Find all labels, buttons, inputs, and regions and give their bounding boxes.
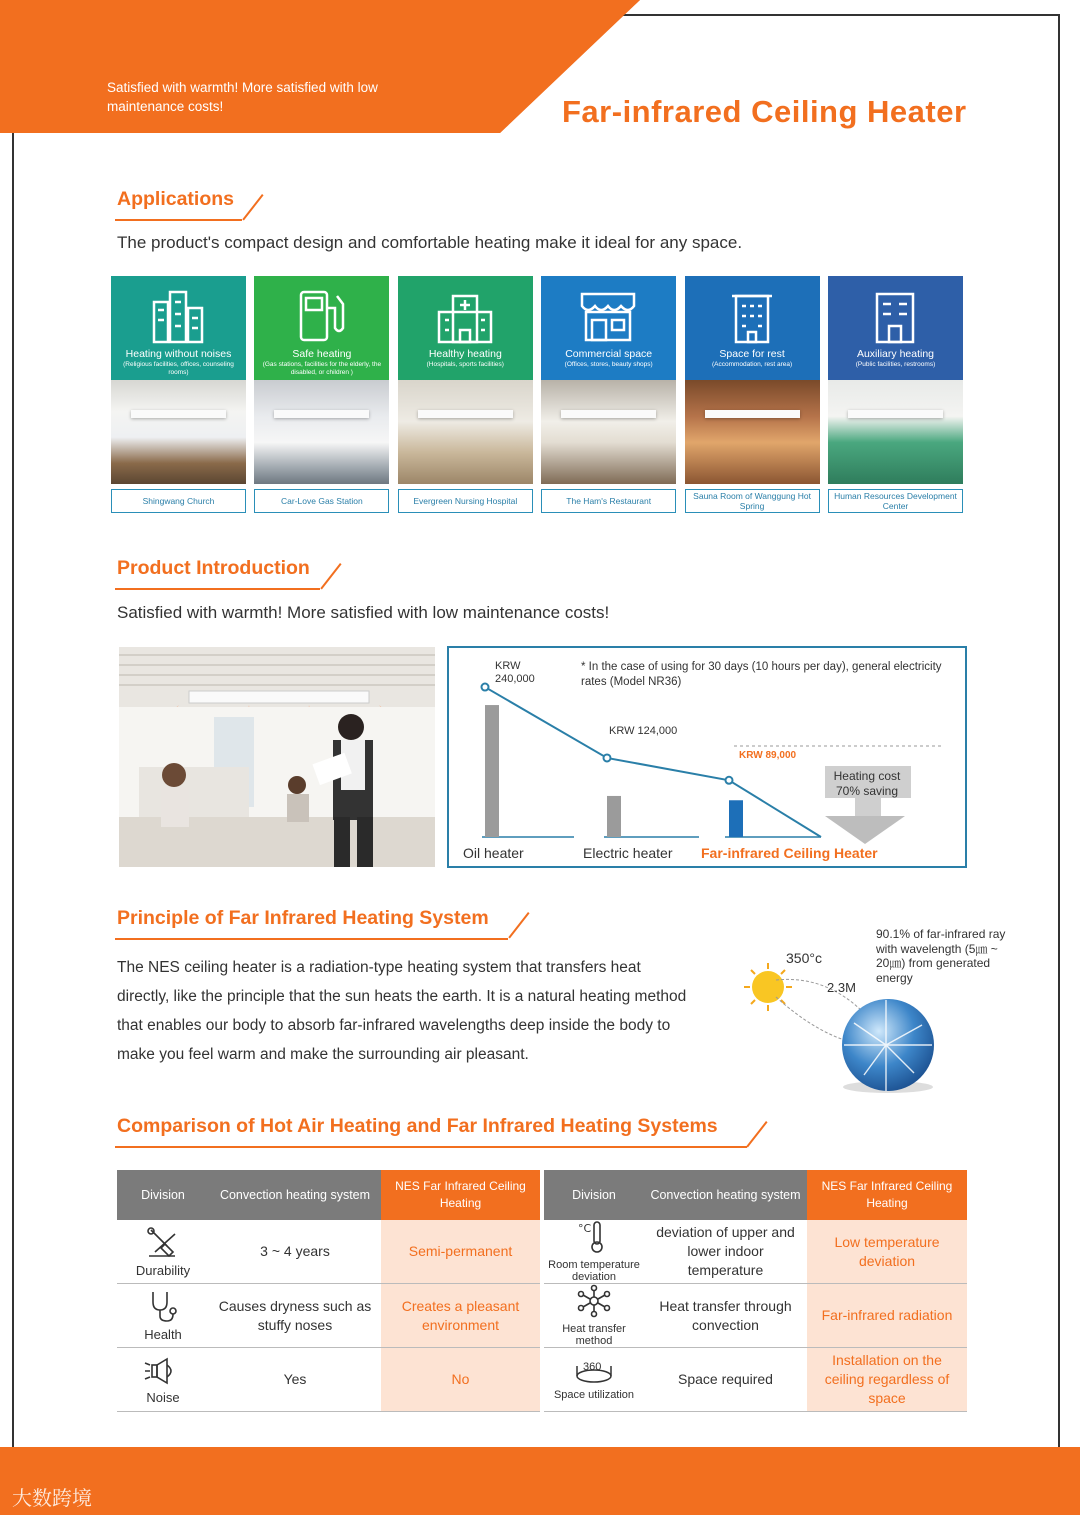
ray-note: 90.1% of far-infrared ray with wavelength (5㎛ ~ 20㎛) from generated energy [876,927,1006,985]
header-convection: Convection heating system [209,1170,381,1220]
applications-underline [115,219,242,221]
nes-cell: Installation on the ceiling regardless of space [807,1348,967,1412]
card-sublabel: (Accommodation, rest area) [711,361,793,368]
card-header [685,276,820,380]
division-cell [544,1348,644,1412]
nes-cell: No [381,1348,540,1412]
card-label: Auxiliary heating [856,348,935,360]
division-cell [117,1220,209,1284]
comparison-underline [115,1146,747,1148]
sun-distance: 2.3M [827,980,856,995]
comparison-heading: Comparison of Hot Air Heating and Far Infrared Heating Systems [117,1115,718,1137]
header-convection: Convection heating system [644,1170,807,1220]
card-caption: Car-Love Gas Station [254,489,389,513]
network-icon [576,1284,612,1323]
stethoscope-icon [145,1290,181,1329]
nes-cell: Semi-permanent [381,1220,540,1284]
card-photo [541,380,676,484]
card-header [541,276,676,380]
division-cell [117,1284,209,1348]
bar-0 [485,705,499,837]
category-oil-heater: Oil heater [463,845,524,861]
convection-cell: deviation of upper and lower indoor temperature [644,1220,807,1284]
division-label: Heat transfer method [562,1323,626,1347]
cost-chart [447,646,967,868]
data-point-1 [604,754,611,761]
table-row [117,1284,540,1348]
table-row [117,1348,540,1412]
principle-underline [115,938,508,940]
footer-band [0,1447,1080,1515]
application-card [111,276,246,513]
application-card [541,276,676,513]
card-header [828,276,963,380]
card-photo [254,380,389,484]
convection-cell: Heat transfer through convection [644,1284,807,1348]
division-label: Space utilization [553,1389,635,1401]
table-row [544,1220,967,1284]
card-sublabel: (Hospitals, sports facilities) [426,361,504,368]
sun-temperature: 350°c [786,950,822,966]
applications-heading: Applications [117,188,235,210]
division-label: Room temperature deviation [548,1259,640,1283]
header-division: Division [544,1170,644,1220]
convection-cell: Space required [644,1348,807,1412]
chart-note: * In the case of using for 30 days (10 hours per day), general electricity rates (Model NR36) [581,661,942,688]
card-photo [828,380,963,484]
convection-cell: 3 ~ 4 years [209,1220,381,1284]
card-header [254,276,389,380]
application-card [254,276,389,513]
cost-trend-line [485,687,821,837]
card-label: Safe heating [292,348,352,360]
application-card [685,276,820,513]
division-cell [544,1220,644,1284]
sun-earth-diagram [736,925,1006,1100]
card-photo [685,380,820,484]
category-electric-heater: Electric heater [583,845,673,861]
principle-heading: Principle of Far Infrared Heating System [117,907,489,929]
table-row [117,1220,540,1284]
header-nes: NES Far Infrared Ceiling Heating [807,1170,967,1220]
card-label: Space for rest [719,348,785,360]
application-cards [111,276,963,521]
applications-intro: The product's compact design and comfortable heating make it ideal for any space. [117,233,743,252]
360-icon: 360 [574,1358,614,1384]
division-label: Health [144,1327,182,1342]
nes-cell: Low temperature deviation [807,1220,967,1284]
category-far-infrared: Far-infrared Ceiling Heater [701,845,878,861]
card-caption: Sauna Room of Wanggung Hot Spring [685,489,820,513]
division-label: Noise [146,1390,180,1405]
bar-2 [729,800,743,837]
product-intro-text: Satisfied with warmth! More satisfied with low maintenance costs! [117,603,610,622]
data-point-2 [726,777,733,784]
nes-cell: Creates a pleasant environment [381,1284,540,1348]
office-photo [119,647,435,867]
card-sublabel: (Religious facilities, offices, counseling rooms) [123,361,234,376]
division-cell [544,1284,644,1348]
division-label: Durability [135,1263,191,1278]
card-caption: The Ham's Restaurant [541,489,676,513]
header-nes: NES Far Infrared Ceiling Heating [381,1170,540,1220]
comparison-table-right [544,1170,967,1412]
page-title: Far-infrared Ceiling Heater [562,94,967,129]
card-photo [398,380,533,484]
application-card [828,276,963,513]
card-header [111,276,246,380]
nes-cell: Far-infrared radiation [807,1284,967,1348]
comparison-table-left [117,1170,540,1412]
convection-cell: Yes [209,1348,381,1412]
application-card [398,276,533,513]
thermometer-icon [576,1220,612,1259]
megaphone-icon [143,1355,183,1392]
bar-1 [607,796,621,837]
card-sublabel: (Public facilities, restrooms) [855,361,936,368]
card-caption: Shingwang Church [111,489,246,513]
division-cell [117,1348,209,1412]
header-division: Division [117,1170,209,1220]
card-label: Healthy heating [428,348,502,360]
header-tagline: Satisfied with warmth! More satisfied with low maintenance costs! [107,80,378,114]
card-sublabel: (Offices, stores, beauty shops) [564,361,653,368]
footer-watermark: 大数跨境 [12,1488,92,1510]
card-sublabel: (Gas stations, facilities for the elderly, the disabled, or children ) [262,361,382,376]
chart-unit-label: KRW 240,000 [495,660,535,685]
product-intro-underline [115,588,320,590]
card-caption: Evergreen Nursing Hospital [398,489,533,513]
convection-cell: Causes dryness such as stuffy noses [209,1284,381,1348]
tools-icon [145,1226,181,1265]
card-label: Heating without noises [125,348,232,360]
table-row [544,1284,967,1348]
table-row [544,1348,967,1412]
card-header [398,276,533,380]
sun-icon [744,963,792,1011]
card-photo [111,380,246,484]
saving-callout: Heating cost 70% saving [833,769,901,798]
card-label: Commercial space [565,348,653,360]
principle-text: The NES ceiling heater is a radiation-type heating system that transfers heat directly, like the principle that the sun heats the earth. It is a natural heating method that enables our body to absorb far-infrared wavelengths deep inside the body to make you feel warm and make the surrounding air pleasant. [117,959,687,1063]
svg-text:°C: °C [578,1222,592,1235]
card-caption: Human Resources Development Center [828,489,963,513]
value-label-electric: KRW 124,000 [609,725,678,737]
data-point-0 [482,684,489,691]
product-intro-heading: Product Introduction [117,557,310,579]
value-label-far-infrared: KRW 89,000 [739,750,797,761]
